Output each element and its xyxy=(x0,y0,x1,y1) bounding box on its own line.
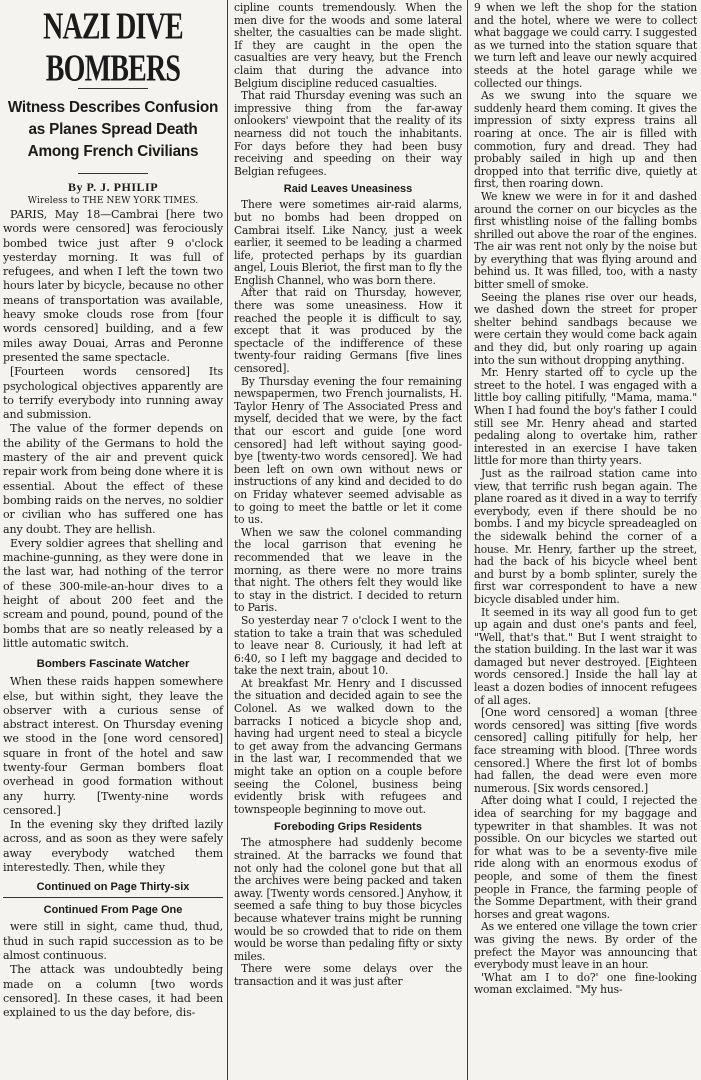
paragraph: 'What am I to do?' one fine-looking woman exclaimed. "My hus- xyxy=(474,970,697,997)
jump-rule xyxy=(3,897,223,898)
byline: By P. J. PHILIP xyxy=(67,180,159,194)
wireless-credit: Wireless to THE NEW YORK TIMES. xyxy=(27,196,199,206)
headline-block xyxy=(3,2,223,86)
continued-from-notice: Continued From Page One xyxy=(43,904,183,917)
paragraph: [One word censored] a woman [three words censored] was sitting [five words censored] calling pitifully for help, her face streaming with blood. [Three words censored.] Where the first lot of bombs had fallen, the dead were even more numerous. [Six words censored.] xyxy=(474,706,697,795)
paragraph: The value of the former depends on the ability of the Germans to hold the mastery of the air and prevent quick repair work from being done where it is essential. About the effect of these bombing raids on the nerves, no soldier or civilian who has suffered one has any doubt. They are hellish. xyxy=(3,422,223,536)
paragraph: PARIS, May 18—Cambrai [here two words were censored] was ferociously bombed twice just after 9 o'clock yesterday morning. It was full of refugees, and when I left the town two hours later by bicycle, because no other means of transportation was available, heavy smoke clouds rose from [four words censored] building, and a few miles away Douai, Arras and Peronne presented the same spectacle. xyxy=(3,208,223,364)
paragraph: cipline counts tremendously. When the men dive for the woods and some lateral shelter, the casualties can be made slight. If they are caught in the open the casualties are very heavy, but the French claim that during the advance into Belgium discipline reduced casualties. xyxy=(234,1,462,90)
subhead: Foreboding Grips Residents xyxy=(274,821,422,834)
paragraph: 9 when we left the shop for the station and the hotel, where we were to collect what baggage we could carry. I suggested as we turned into the station square that we turn left and leave our newly acquired steeds at the hotel garage while we collected our things. xyxy=(474,1,697,90)
paragraph: Mr. Henry started off to cycle up the street to the hotel. I was engaged with a little boy calling pitifully, "Mama, mama." When I had found the boy's father I could still see Mr. Henry ahead and started pedaling along to overtake him, rather interested in an exercise I have taken little for more than thirty years. xyxy=(474,366,697,468)
headline-rule xyxy=(78,88,148,89)
paragraph: After doing what I could, I rejected the idea of searching for my baggage and typewriter in that shambles. It was not possible. On our bicycles we started out for what was to be a seventy-five mile ride along with an enormous exodus of people, and some of them the finest people in France, the farming people of the Somme Department, with their grand horses and great wagons. xyxy=(474,794,697,921)
paragraph: At breakfast Mr. Henry and I discussed the situation and decided again to see the Colonel. As we walked down to the barracks I noticed a bicycle shop and, having had urgent need to steal a bicycle to get away from the advancing Germans in the last war, I recommended that we might take an option on a couple before seeing the Colonel, business being evidently brisk with refugees and townspeople beginning to move out. xyxy=(234,676,462,816)
paragraph: It seemed in its way all good fun to get up again and dust one's pants and feel, "Well, that's that." But I went straight to the station building. In the last war it was damaged but never destroyed. [Eighteen words censored.] Inside the hall lay at least a dozen bodies of innocent refugees of all ages. xyxy=(474,605,697,707)
paragraph: The atmosphere had suddenly become strained. At the barracks we found that not only had the colonel gone but that all the archives were being packed and taken away. [Twenty words censored.] Anyhow, it seemed a safe thing to buy those bicycles because whatever trains might be running would be so crowded that to ride on them would be worse than pedaling fifty or sixty miles. xyxy=(234,836,462,963)
subhead: Bombers Fascinate Watcher xyxy=(36,658,190,671)
headline: NAZI DIVE BOMBERS xyxy=(43,6,183,86)
column-2 xyxy=(229,0,466,1080)
paragraph: were still in sight, came thud, thud, thud in such rapid succession as to be almost continuous. xyxy=(3,920,223,962)
paragraph: As we swung into the square we suddenly heard them coming. It gives the impression of sixty express trains all roaring at once. The air is filled with commotion, fury and dread. They had probably sailed in high up and then dropped into that terrific dive, quietly at first, then roaring down. xyxy=(474,89,697,191)
paragraph: Seeing the planes rise over our heads, we dashed down the street for proper shelter behind sandbags because we were certain they would come back again and they did, but only roaring up again into the sun without dropping anything. xyxy=(474,290,697,367)
paragraph: The attack was undoubtedly being made on a column [two words censored]. In these cases, it had been explained to us the day before, dis- xyxy=(3,963,223,1020)
paragraph: Just as the railroad station came into view, that terrific rush began again. The plane roared as it dived in a way to terrify everybody, even if there should be no bombs. I and my bicycle spreadeagled on the sidewalk behind the corner of a house. Mr. Henry, farther up the street, had the back of his bicycle wheel bent and burst by a bomb splinter, surely the first war correspondent to have a new bicycle disabled under him. xyxy=(474,466,697,606)
deck-rule xyxy=(78,173,148,174)
paragraph: In the evening sky they drifted lazily across, and as soon as they were safely away everybody watched them interestedly. Then, while they xyxy=(3,818,223,875)
paragraph: Every soldier agrees that shelling and machine-gunning, as they were done in the last war, had nothing of the terror of these 300-mile-an-hour dives to a height of about 200 feet and the scream and pound, pound, pound of the bombs that are so neatly released by a little automatic switch. xyxy=(3,536,223,650)
paragraph: There were sometimes air-raid alarms, but no bombs had been dropped on Cambrai itself. Like Nancy, just a week earlier, it seemed to be leading a charmed life, protected perhaps by its guardian angel, Louis Bleriot, the first man to fly the English Channel, who was born there. xyxy=(234,198,462,287)
paragraph: We knew we were in for it and dashed around the corner on our bicycles as the first whistling noise of the falling bombs shrilled out above the roar of the engines. The air was rent not only by the noise but by everything that was flying around and behind us. It was filled, too, with a nasty bitter smell of smoke. xyxy=(474,189,697,292)
column-3 xyxy=(469,0,701,1080)
paragraph: That raid Thursday evening was such an impressive thing from the far-away onlookers' viewpoint that the reality of its nearness did not touch the inhabitants. For days before they had been busy receiving and speeding on their way Belgian refugees. xyxy=(234,89,462,178)
paragraph: When these raids happen somewhere else, but within sight, they leave the observer with a curious sense of abstract interest. On Thursday evening we stood in the [one word censored] square in front of the hotel and saw twenty-four German bombers float overhead in good formation without any hurry. [Twenty-nine words censored.] xyxy=(3,675,223,817)
paragraph: By Thursday evening the four remaining newspapermen, two French journalists, H. Taylor Henry of The Associated Press and myself, decided that we were, by the fact that our escort and guide [one word censored] had left without saying good-bye [twenty-two words censored]. We had been left on own own without news or instructions of any kind and decided to do on Friday whatever seemed advisable as to going to meet the battle or let it come to us. xyxy=(234,374,462,527)
subhead: Raid Leaves Uneasiness xyxy=(283,183,413,196)
column-rule xyxy=(227,0,228,1080)
paragraph: When we saw the colonel commanding the local garrison that evening he recommended that we leave in the morning, as there were no more trains that night. The others felt they would like to stay in the district. I decided to return to Paris. xyxy=(234,525,462,615)
deck-headline: Witness Describes Confusion as Planes Spread Death Among French Civilians xyxy=(7,99,219,160)
column-rule xyxy=(467,0,468,1080)
paragraph: So yesterday near 7 o'clock I went to the station to take a train that was scheduled to leave near 8. Curiously, it had left at 6:40, so I left my baggage and decided to take the next train, about 10. xyxy=(234,613,462,678)
paragraph: [Fourteen words censored] Its psychological objectives apparently are to terrify everybody into running away and submission. xyxy=(3,365,223,422)
paragraph: As we entered one village the town crier was giving the news. By order of the prefect the Mayor was announcing that everybody must leave in an hour. xyxy=(474,920,697,972)
continued-on-notice: Continued on Page Thirty-six xyxy=(36,881,190,894)
paragraph: There were some delays over the transaction and it was just after xyxy=(234,962,462,988)
column-1 xyxy=(0,0,226,1080)
paragraph: After that raid on Thursday, however, there was some uneasiness. How it reached the people it is difficult to say, except that it was produced by the spectacle of the indifference of these twenty-four raiding Germans [five lines censored]. xyxy=(234,286,462,376)
